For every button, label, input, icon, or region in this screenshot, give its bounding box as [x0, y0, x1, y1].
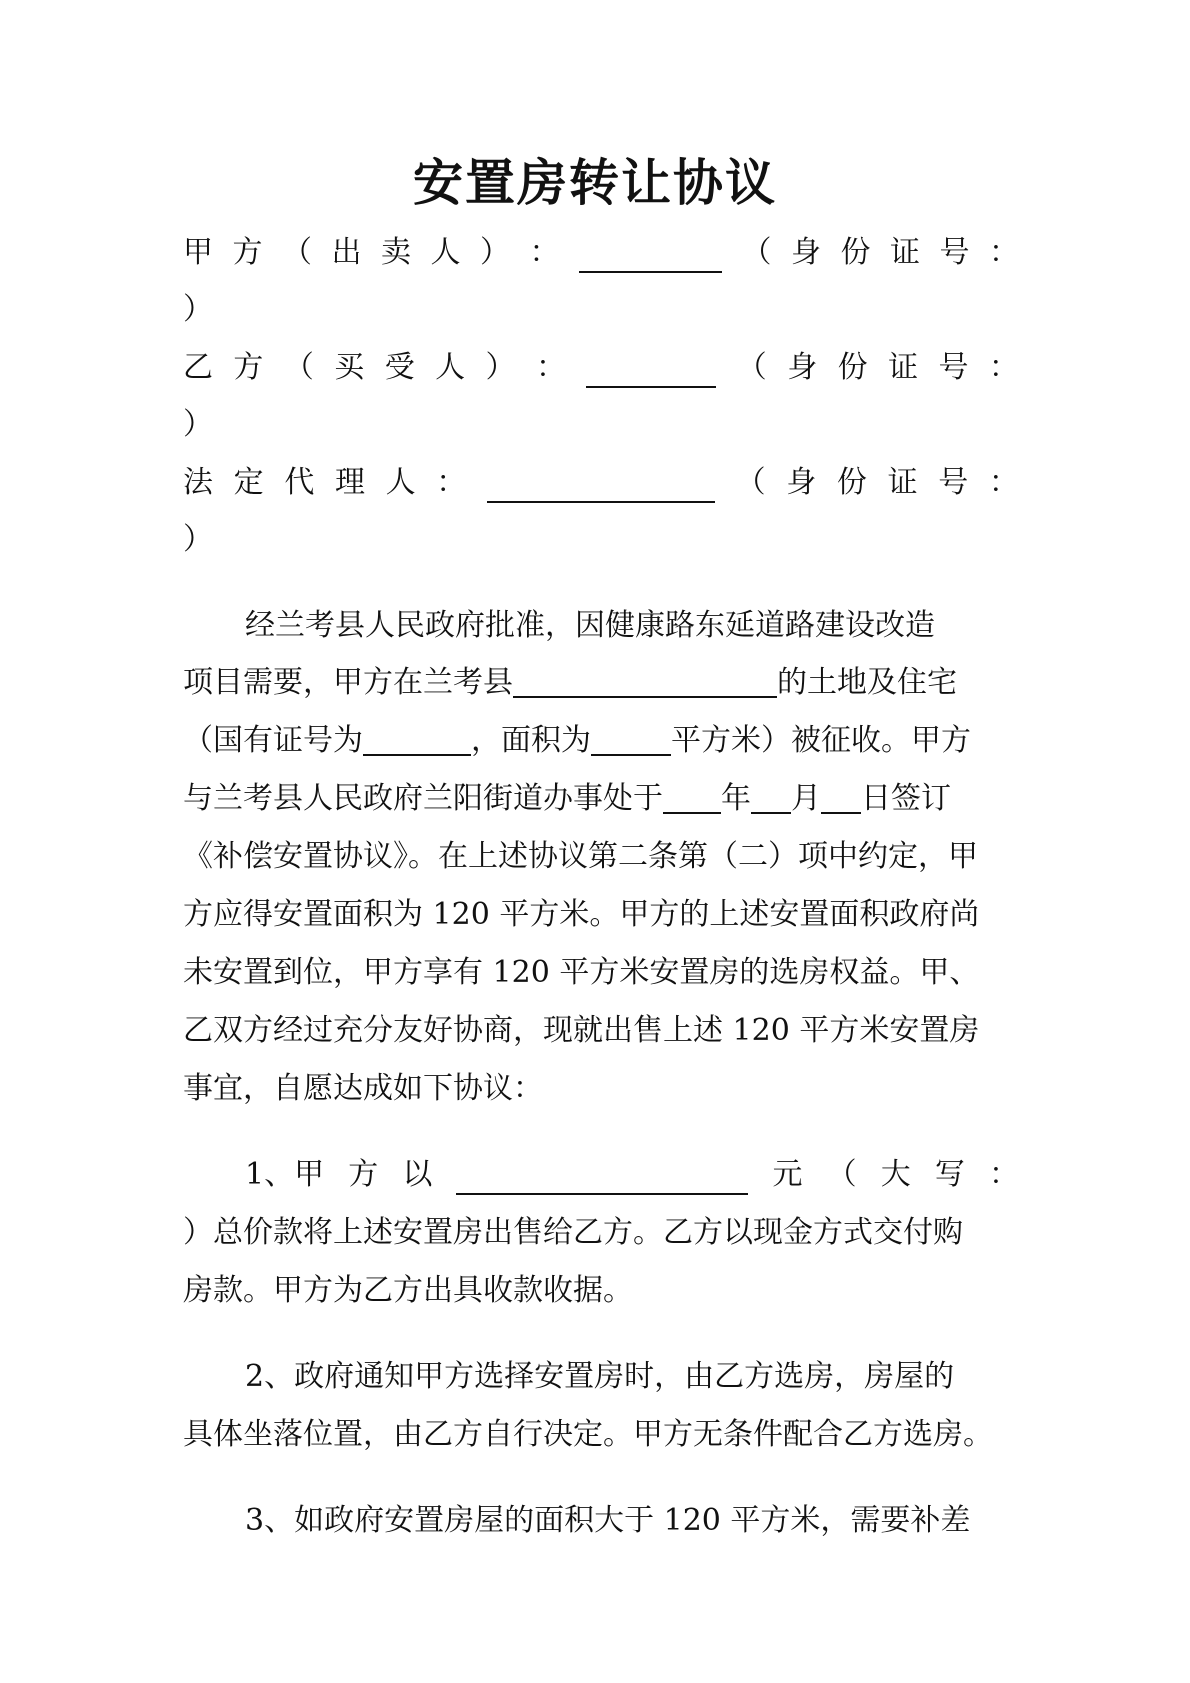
paragraph-line: 经兰考县人民政府批准，因健康路东延道路建设改造: [245, 608, 935, 643]
text-segment: 平方米）被征收。甲方: [671, 723, 971, 758]
paragraph-line: 《补偿安置协议》。在上述协议第二条第（二）项中约定，甲: [183, 839, 978, 874]
id-label-char: （: [735, 465, 766, 500]
id-label-char: 身: [791, 235, 821, 270]
party-b-char: 人: [435, 350, 466, 385]
text-segment: 年: [721, 781, 751, 816]
item-1-char: 大: [880, 1157, 911, 1192]
party-b-line: [183, 345, 1019, 391]
item-1-line: [245, 1152, 1019, 1198]
id-label-char: ：: [989, 235, 1019, 270]
id-label-char: （: [741, 235, 772, 270]
paragraph-line: 2、政府通知甲方选择安置房时，由乙方选房，房屋的: [245, 1359, 955, 1394]
area-blank: [591, 722, 671, 756]
party-a-char: （: [282, 235, 312, 270]
paragraph-line: [183, 718, 1019, 764]
year-blank: [663, 780, 721, 814]
party-b-char: （: [283, 350, 314, 385]
party-a-line: [183, 230, 1019, 276]
certificate-number-blank: [363, 722, 471, 756]
text-segment: 的土地及住宅: [777, 665, 957, 700]
party-b-char: ）: [485, 350, 516, 385]
id-label-char: 号: [938, 465, 969, 500]
id-label-char: ：: [988, 465, 1019, 500]
party-b-char: 方: [233, 350, 264, 385]
document-title: 安置房转让协议: [413, 154, 777, 212]
id-label-char: 身: [787, 350, 818, 385]
party-a-id-close: ）: [183, 292, 213, 327]
item-1-char: ：: [988, 1157, 1019, 1192]
paragraph-line: [183, 776, 1019, 822]
item-1-char: 1、甲: [245, 1157, 325, 1192]
party-b-char: 乙: [183, 350, 213, 385]
party-b-char: ：: [535, 350, 566, 385]
agent-char: 法: [183, 465, 213, 500]
paragraph-line: ）总价款将上述安置房出售给乙方。乙方以现金方式交付购: [183, 1215, 963, 1250]
text-segment: 与兰考县人民政府兰阳街道办事处于: [183, 781, 663, 816]
location-blank: [513, 664, 777, 698]
party-a-char: 出: [331, 235, 362, 270]
id-label-char: 证: [888, 350, 919, 385]
text-segment: 月: [791, 781, 821, 816]
paragraph-line: 事宜，自愿达成如下协议：: [183, 1071, 543, 1106]
agent-line: [183, 460, 1019, 506]
paragraph-line: 方应得安置面积为 120 平方米。甲方的上述安置面积政府尚: [183, 897, 980, 932]
paragraph-line: 乙双方经过充分友好协商，现就出售上述 120 平方米安置房: [183, 1013, 980, 1048]
id-label-char: 证: [890, 235, 920, 270]
item-1-char: 元: [772, 1157, 803, 1192]
day-blank: [821, 780, 861, 814]
paragraph-line: 房款。甲方为乙方出具收款收据。: [183, 1273, 633, 1308]
agent-char: 代: [284, 465, 315, 500]
id-label-char: 号: [938, 350, 969, 385]
party-b-id-close: ）: [183, 407, 213, 442]
item-1-char: （: [826, 1157, 857, 1192]
agent-char: 定: [233, 465, 264, 500]
text-segment: 项目需要，甲方在兰考县: [183, 665, 513, 700]
agent-name-blank: [487, 469, 715, 503]
item-1-char: 写: [934, 1157, 965, 1192]
id-label-char: 份: [836, 465, 867, 500]
party-a-char: ：: [529, 235, 560, 270]
id-label-char: ：: [988, 350, 1019, 385]
paragraph-line: 未安置到位，甲方享有 120 平方米安置房的选房权益。甲、: [183, 955, 980, 990]
text-segment: （国有证号为: [183, 723, 363, 758]
item-1-char: 以: [402, 1157, 433, 1192]
party-a-char: 卖: [381, 235, 411, 270]
paragraph-line: 3、如政府安置房屋的面积大于 120 平方米，需要补差: [245, 1503, 971, 1538]
agent-char: 理: [334, 465, 365, 500]
party-b-char: 买: [334, 350, 365, 385]
party-a-char: ）: [480, 235, 510, 270]
party-b-char: 受: [384, 350, 415, 385]
agent-char: 人: [385, 465, 416, 500]
party-a-char: 人: [430, 235, 461, 270]
month-blank: [751, 780, 791, 814]
item-1-char: 方: [348, 1157, 379, 1192]
paragraph-line: 具体坐落位置，由乙方自行决定。甲方无条件配合乙方选房。: [183, 1417, 993, 1452]
id-label-char: 身: [786, 465, 817, 500]
party-a-name-blank: [579, 239, 722, 273]
agent-id-close: ）: [183, 522, 213, 557]
id-label-char: 证: [887, 465, 918, 500]
text-segment: ，面积为: [471, 723, 591, 758]
id-label-char: 份: [837, 350, 868, 385]
party-a-char: 方: [232, 235, 263, 270]
id-label-char: 份: [840, 235, 871, 270]
text-segment: 日签订: [861, 781, 951, 816]
id-label-char: （: [736, 350, 767, 385]
price-blank: [456, 1161, 748, 1195]
party-b-name-blank: [586, 354, 716, 388]
paragraph-line: [183, 660, 1019, 706]
party-a-char: 甲: [183, 235, 213, 270]
agent-char: ：: [436, 465, 467, 500]
id-label-char: 号: [939, 235, 970, 270]
